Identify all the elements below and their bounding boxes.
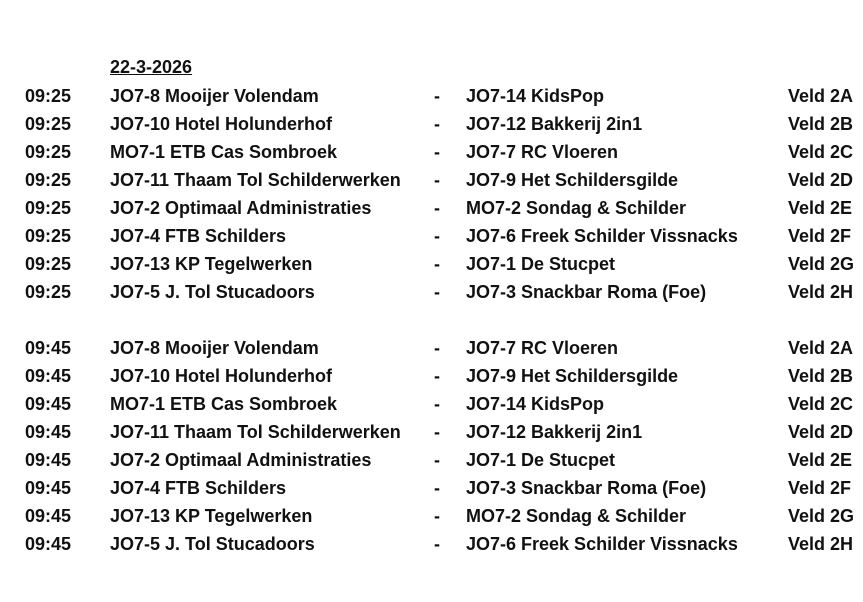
home-team: JO7-4 FTB Schilders	[110, 226, 287, 246]
match-separator: -	[434, 478, 440, 498]
away-team: JO7-12 Bakkerij 2in1	[466, 114, 643, 134]
match-separator: -	[434, 254, 440, 274]
match-separator: -	[434, 114, 440, 134]
match-row	[0, 502, 863, 530]
match-time: 09:45	[25, 394, 72, 414]
match-time: 09:25	[25, 198, 72, 218]
away-team: JO7-3 Snackbar Roma (Foe)	[466, 282, 707, 302]
match-row	[0, 222, 863, 250]
round-block-1	[0, 82, 863, 306]
match-time: 09:25	[25, 254, 72, 274]
match-separator: -	[434, 534, 440, 554]
match-separator: -	[434, 282, 440, 302]
field-label: Veld 2G	[788, 506, 855, 526]
home-team: JO7-11 Thaam Tol Schilderwerken	[110, 422, 401, 442]
match-row	[0, 278, 863, 306]
match-row	[0, 474, 863, 502]
match-row	[0, 446, 863, 474]
away-team: MO7-2 Sondag & Schilder	[466, 198, 687, 218]
match-separator: -	[434, 338, 440, 358]
away-team: JO7-14 KidsPop	[466, 86, 605, 106]
field-label: Veld 2B	[788, 114, 854, 134]
field-label: Veld 2H	[788, 534, 854, 554]
match-time: 09:25	[25, 142, 72, 162]
away-team: MO7-2 Sondag & Schilder	[466, 506, 687, 526]
home-team: MO7-1 ETB Cas Sombroek	[110, 142, 338, 162]
match-time: 09:25	[25, 86, 72, 106]
match-time: 09:45	[25, 534, 72, 554]
home-team: JO7-13 KP Tegelwerken	[110, 506, 313, 526]
away-team: JO7-1 De Stucpet	[466, 254, 616, 274]
match-row	[0, 194, 863, 222]
match-row	[0, 362, 863, 390]
match-row	[0, 82, 863, 110]
match-time: 09:25	[25, 226, 72, 246]
round-block-2	[0, 334, 863, 558]
home-team: JO7-5 J. Tol Stucadoors	[110, 282, 315, 302]
away-team: JO7-3 Snackbar Roma (Foe)	[466, 478, 707, 498]
home-team: JO7-10 Hotel Holunderhof	[110, 366, 333, 386]
home-team: JO7-2 Optimaal Administraties	[110, 450, 372, 470]
away-team: JO7-9 Het Schildersgilde	[466, 170, 679, 190]
match-row	[0, 334, 863, 362]
match-time: 09:45	[25, 506, 72, 526]
match-time: 09:45	[25, 366, 72, 386]
match-time: 09:45	[25, 450, 72, 470]
match-separator: -	[434, 394, 440, 414]
match-separator: -	[434, 450, 440, 470]
field-label: Veld 2C	[788, 394, 854, 414]
match-time: 09:45	[25, 478, 72, 498]
away-team: JO7-6 Freek Schilder Vissnacks	[466, 534, 738, 554]
match-row	[0, 250, 863, 278]
home-team: JO7-5 J. Tol Stucadoors	[110, 534, 315, 554]
match-row	[0, 390, 863, 418]
match-separator: -	[434, 142, 440, 162]
field-label: Veld 2C	[788, 142, 854, 162]
match-time: 09:45	[25, 338, 72, 358]
match-time: 09:25	[25, 170, 72, 190]
match-separator: -	[434, 422, 440, 442]
field-label: Veld 2A	[788, 338, 854, 358]
match-separator: -	[434, 226, 440, 246]
home-team: JO7-4 FTB Schilders	[110, 478, 287, 498]
match-separator: -	[434, 506, 440, 526]
field-label: Veld 2F	[788, 478, 852, 498]
away-team: JO7-1 De Stucpet	[466, 450, 616, 470]
away-team: JO7-7 RC Vloeren	[466, 142, 619, 162]
field-label: Veld 2B	[788, 366, 854, 386]
away-team: JO7-6 Freek Schilder Vissnacks	[466, 226, 738, 246]
field-label: Veld 2E	[788, 198, 853, 218]
away-team: JO7-12 Bakkerij 2in1	[466, 422, 643, 442]
match-separator: -	[434, 366, 440, 386]
match-row	[0, 138, 863, 166]
match-row	[0, 166, 863, 194]
field-label: Veld 2F	[788, 226, 852, 246]
match-row	[0, 418, 863, 446]
home-team: JO7-8 Mooijer Volendam	[110, 338, 319, 358]
match-time: 09:25	[25, 282, 72, 302]
away-team: JO7-14 KidsPop	[466, 394, 605, 414]
field-label: Veld 2D	[788, 170, 854, 190]
home-team: JO7-8 Mooijer Volendam	[110, 86, 319, 106]
match-time: 09:45	[25, 422, 72, 442]
match-separator: -	[434, 198, 440, 218]
home-team: JO7-11 Thaam Tol Schilderwerken	[110, 170, 401, 190]
match-row	[0, 110, 863, 138]
home-team: JO7-2 Optimaal Administraties	[110, 198, 372, 218]
field-label: Veld 2D	[788, 422, 854, 442]
home-team: JO7-10 Hotel Holunderhof	[110, 114, 333, 134]
match-separator: -	[434, 86, 440, 106]
match-time: 09:25	[25, 114, 72, 134]
away-team: JO7-7 RC Vloeren	[466, 338, 619, 358]
field-label: Veld 2E	[788, 450, 853, 470]
schedule-date: 22-3-2026	[110, 57, 193, 77]
match-row	[0, 530, 863, 558]
match-separator: -	[434, 170, 440, 190]
away-team: JO7-9 Het Schildersgilde	[466, 366, 679, 386]
field-label: Veld 2G	[788, 254, 855, 274]
home-team: JO7-13 KP Tegelwerken	[110, 254, 313, 274]
home-team: MO7-1 ETB Cas Sombroek	[110, 394, 338, 414]
field-label: Veld 2H	[788, 282, 854, 302]
field-label: Veld 2A	[788, 86, 854, 106]
